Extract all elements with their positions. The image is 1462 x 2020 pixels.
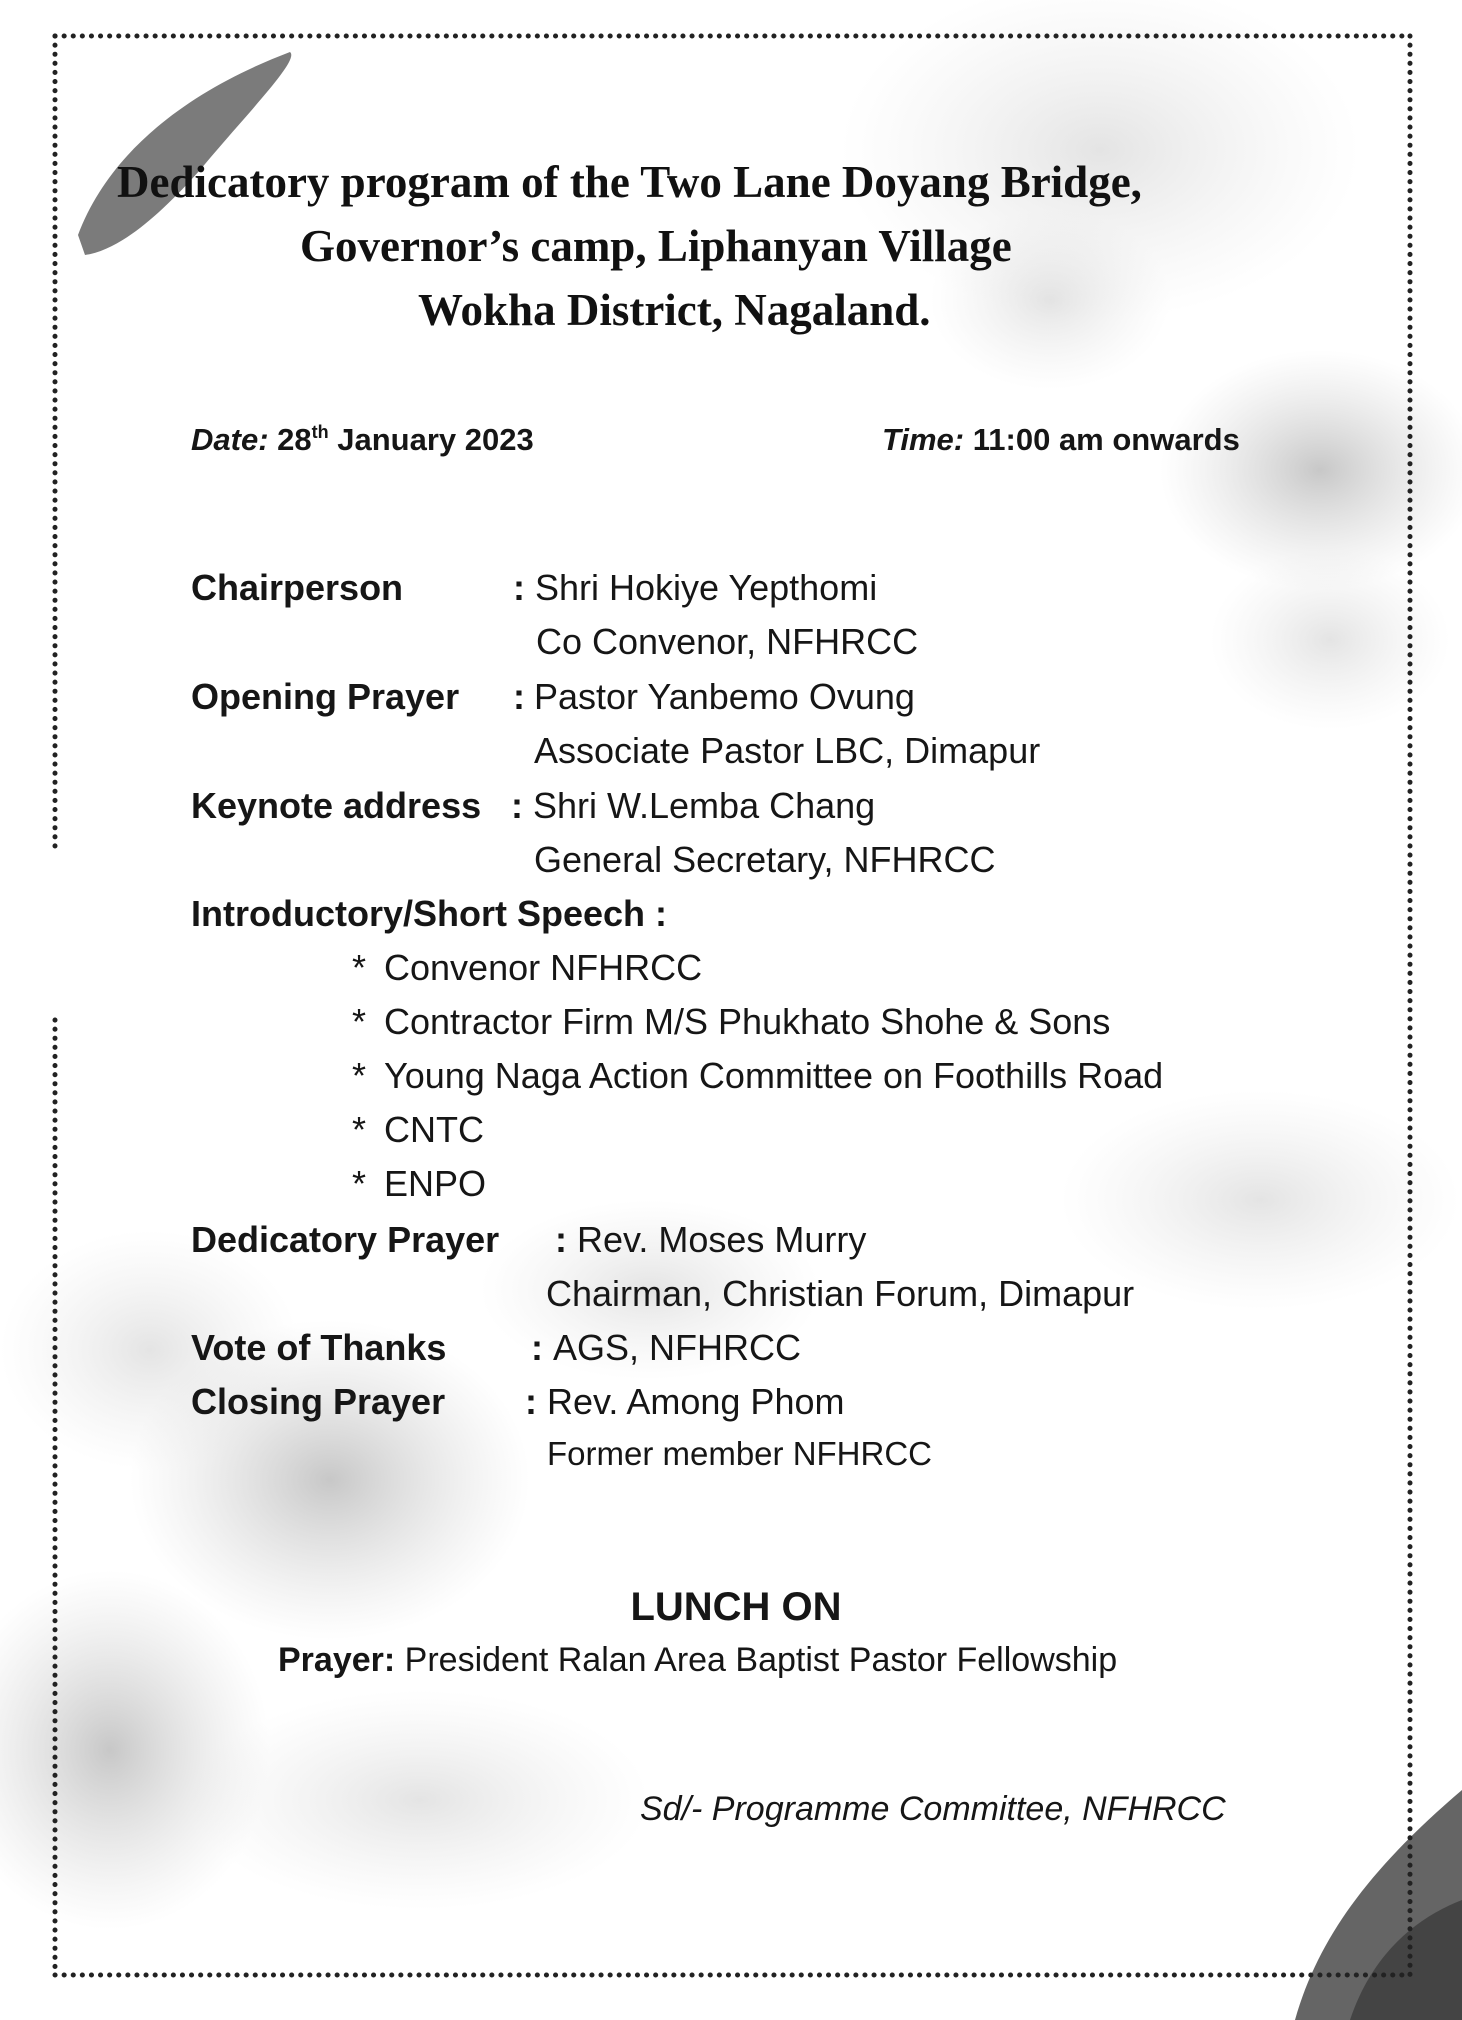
bullet-mark: * (352, 1001, 367, 1042)
keynote-colon: : (511, 785, 523, 826)
dedicatory-prayer-title: Chairman, Christian Forum, Dimapur (546, 1273, 1135, 1314)
opening-prayer-title: Associate Pastor LBC, Dimapur (534, 730, 1041, 771)
closing-prayer-colon: : (525, 1381, 537, 1422)
date-suffix: th (311, 422, 329, 442)
speech-item-text: Young Naga Action Committee on Foothills Road (384, 1055, 1164, 1096)
closing-prayer-title: Former member NFHRCC (547, 1435, 933, 1472)
date-day: 28 (277, 422, 312, 457)
time-value: 11:00 am onwards (972, 422, 1240, 457)
date-month-year: January 2023 (337, 422, 534, 457)
closing-prayer-name: Rev. Among Phom (547, 1381, 845, 1422)
introductory-label: Introductory/Short Speech : (191, 893, 668, 934)
opening-prayer-colon: : (513, 676, 525, 717)
dedicatory-prayer-label: Dedicatory Prayer (191, 1219, 500, 1260)
bullet-mark: * (352, 1163, 367, 1204)
closing-prayer-label: Closing Prayer (191, 1381, 446, 1422)
vote-of-thanks-colon: : (531, 1327, 543, 1368)
speech-item-text: Contractor Firm M/S Phukhato Shohe & Sons (384, 1001, 1111, 1042)
vote-of-thanks-name: AGS, NFHRCC (553, 1327, 802, 1368)
chairperson-colon: : (513, 567, 525, 608)
title-line-1: Dedicatory program of the Two Lane Doyang Bridge, (117, 157, 1142, 207)
lunch-prayer (278, 1641, 1117, 1680)
date-label: Date: (191, 422, 269, 457)
lunch-heading: LUNCH ON (630, 1585, 842, 1629)
title-line-2: Governor’s camp, Liphanyan Village (300, 221, 1012, 271)
chairperson-title: Co Convenor, NFHRCC (536, 621, 919, 662)
chairperson-name: Shri Hokiye Yepthomi (535, 567, 878, 608)
keynote-title: General Secretary, NFHRCC (534, 839, 996, 880)
bullet-mark: * (352, 1109, 367, 1150)
dedicatory-prayer-name: Rev. Moses Murry (577, 1219, 867, 1260)
signature-line: Sd/- Programme Committee, NFHRCC (640, 1790, 1226, 1828)
lunch-prayer-label: Prayer: (278, 1641, 396, 1679)
title-line-3: Wokha District, Nagaland. (418, 285, 931, 335)
dedicatory-prayer-colon: : (555, 1219, 567, 1260)
chairperson-label: Chairperson (191, 567, 404, 608)
event-date (191, 422, 534, 458)
bullet-mark: * (352, 947, 367, 988)
event-time (882, 422, 1240, 458)
time-label: Time: (882, 422, 965, 457)
speech-item-text: ENPO (384, 1163, 487, 1204)
lunch-prayer-value: President Ralan Area Baptist Pastor Fellowship (404, 1641, 1118, 1679)
speech-item-text: Convenor NFHRCC (384, 947, 703, 988)
keynote-name: Shri W.Lemba Chang (533, 785, 876, 826)
vote-of-thanks-label: Vote of Thanks (191, 1327, 447, 1368)
keynote-label: Keynote address (191, 785, 482, 826)
speech-item-text: CNTC (384, 1109, 484, 1150)
bullet-mark: * (352, 1055, 367, 1096)
opening-prayer-label: Opening Prayer (191, 676, 460, 717)
opening-prayer-name: Pastor Yanbemo Ovung (534, 676, 915, 717)
